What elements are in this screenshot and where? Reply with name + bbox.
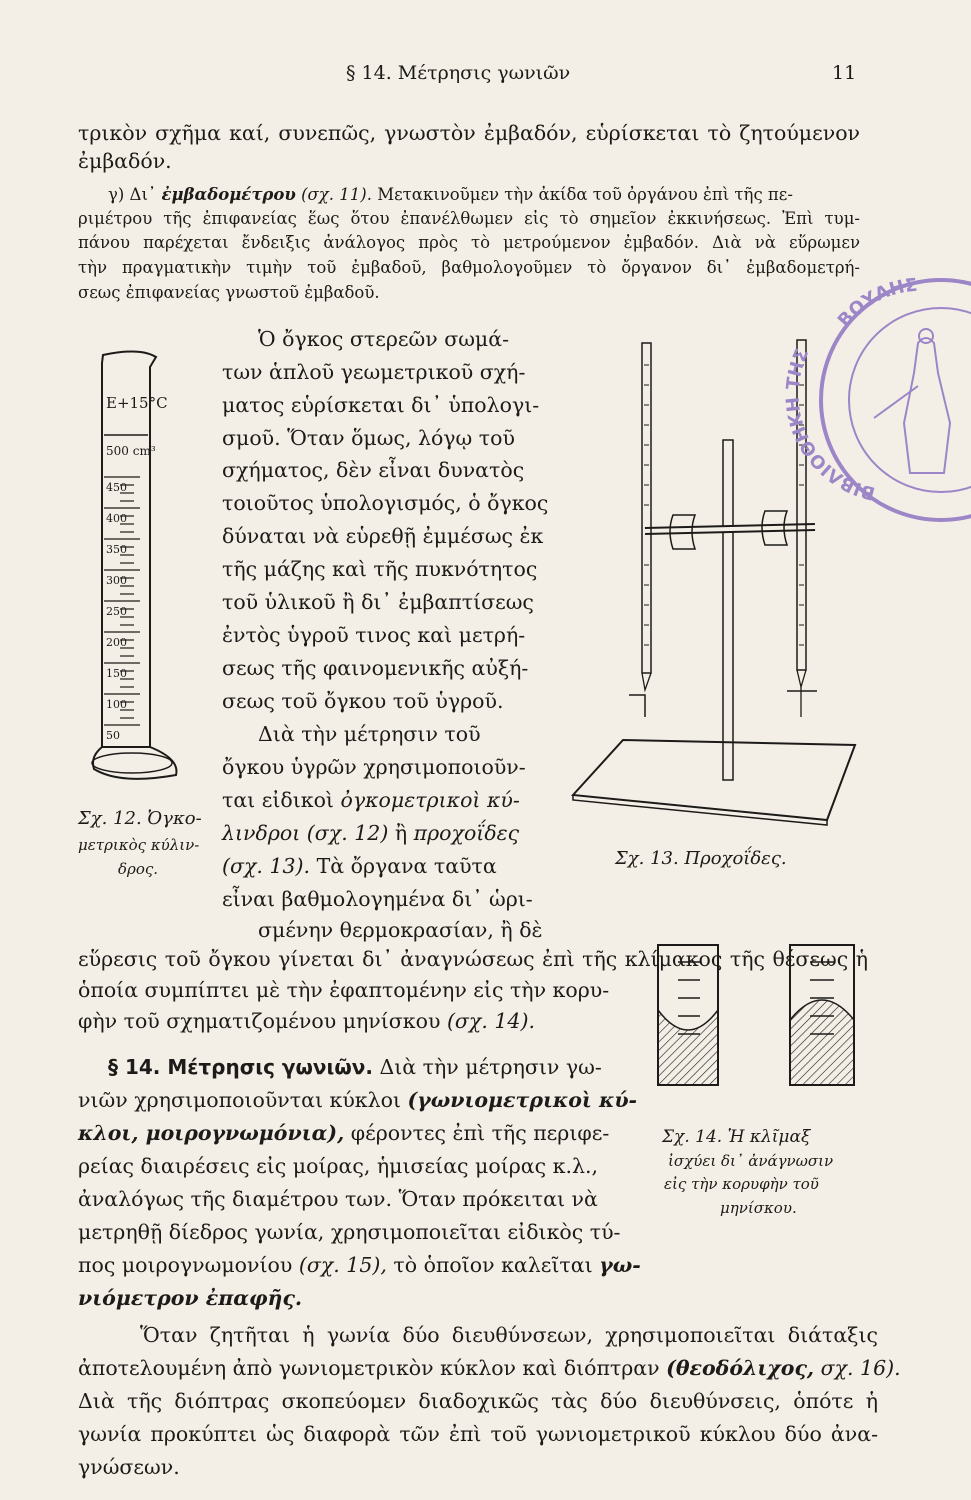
cylinder-temp-label: E+15°C	[106, 394, 168, 412]
text-line: ριμέτρου τῆς ἐπιφανείας ἕως ὅτου ἐπανέλθωμεν εἰς τὸ σημεῖον ἐκκινήσεως. Ἐπὶ τυμ-	[78, 209, 860, 228]
text-line: τῆς μάζης καὶ τῆς πυκνότητος	[222, 557, 538, 581]
text-line: σεως ἐπιφανείας γνωστοῦ ἐμβαδοῦ.	[78, 283, 380, 302]
text-line: ἀποτελουμένη ἀπὸ γωνιομετρικὸν κύκλον καὶ διόπτραν (θεοδόλιχος, σχ. 16).	[78, 1356, 901, 1380]
text-line: νιόμετρον ἐπαφῆς.	[78, 1286, 303, 1310]
text-line: τοῦ ὑλικοῦ ἢ δι᾿ ἐμβαπτίσεως	[222, 590, 534, 614]
page-number: 11	[832, 62, 857, 84]
figure-12-caption-line: δρος.	[118, 860, 159, 878]
text-line: ται εἰδικοὶ ὀγκομετρικοὶ κύ-	[222, 788, 520, 812]
text-line: Διὰ τῆς διόπτρας σκοπεύομεν διαδοχικῶς τὰς δύο διευθύνσεις, ὁπότε ἡ	[78, 1389, 878, 1413]
figure-14-caption-line: εἰς τὴν κορυφὴν τοῦ	[664, 1175, 819, 1193]
text-line: κλοι, μοιρογνωμόνια), φέροντες ἐπὶ τῆς περιφε-	[78, 1121, 610, 1145]
figure-14-caption-line: Σχ. 14. Ἡ κλῖμαξ	[662, 1127, 811, 1147]
text-line: φὴν τοῦ σχηματιζομένου μηνίσκου (σχ. 14).	[78, 1009, 535, 1033]
section-heading: § 14. Μέτρησις γωνιῶν.	[108, 1055, 373, 1079]
figure-graduated-cylinder	[80, 345, 190, 805]
text-line: σχήματος, δὲν εἶναι δυνατὸς	[222, 458, 525, 482]
text-line: Ὅταν ζητῆται ἡ γωνία δύο διευθύνσεων, χρησιμοποιεῖται διάταξις	[140, 1323, 878, 1347]
text-line: των ἁπλοῦ γεωμετρικοῦ σχή-	[222, 360, 526, 384]
scale-label: 250	[106, 605, 127, 618]
text-line: σεως τοῦ ὄγκου τοῦ ὑγροῦ.	[222, 689, 504, 713]
text-line: Ὁ ὄγκος στερεῶν σωμά-	[258, 327, 510, 351]
section-heading-line: § 14. Μέτρησις γωνιῶν. Διὰ τὴν μέτρησιν γω-	[108, 1055, 602, 1079]
scale-label: 450	[106, 481, 127, 494]
svg-text:ΒΟΥΛΗΣ	[834, 275, 919, 332]
text-line: (σχ. 13). Τὰ ὄργανα ταῦτα	[222, 854, 497, 878]
text-line: δύναται νὰ εὑρεθῇ ἐμμέσως ἐκ	[222, 524, 544, 548]
stamp-text-left: ΒΙΒΛΙΟΘΗΚΗ ΤΗΣ	[782, 345, 878, 504]
text-line: τρικὸν σχῆμα καί, συνεπῶς, γνωστὸν ἐμβαδόν, εὑρίσκεται τὸ ζητούμενον	[78, 121, 860, 145]
figure-14-caption-line: ἰσχύει δι᾿ ἀνάγνωσιν	[668, 1152, 834, 1170]
text-line: μετρηθῇ δίεδρος γωνία, χρησιμοποιεῖται εἰδικὸς τύ-	[78, 1220, 621, 1244]
text-line: εὕρεσις τοῦ ὄγκου γίνεται δι᾿ ἀναγνώσεως ἐπὶ τῆς κλίμακος τῆς θέσεως ἡ	[78, 947, 868, 971]
text-line: ὄγκου ὑγρῶν χρησιμοποιοῦν-	[222, 755, 526, 779]
scale-label: 100	[106, 698, 127, 711]
text-line: ἐμβαδόν.	[78, 149, 172, 173]
text-line: γ) Δι᾿ ἐμβαδομέτρου (σχ. 11). Μετακινοῦμεν τὴν ἀκίδα τοῦ ὀργάνου ἐπὶ τῆς πε-	[108, 185, 793, 204]
text-line: γωνία προκύπτει ὡς διαφορὰ τῶν ἐπὶ τοῦ γωνιομετρικοῦ κύκλου δύο ἀνα-	[78, 1422, 878, 1446]
text-line: σμένην θερμοκρασίαν, ἢ δὲ	[258, 918, 543, 942]
text-line: ἐντὸς ὑγροῦ τινος καὶ μετρή-	[222, 623, 526, 647]
text-line: Διὰ τὴν μέτρησιν τοῦ	[258, 722, 481, 746]
text-line: σμοῦ. Ὅταν ὅμως, λόγῳ τοῦ	[222, 426, 515, 450]
scale-label: 400	[106, 512, 127, 525]
text-line: πος μοιρογνωμονίου (σχ. 15), τὸ ὁποῖον καλεῖται γω-	[78, 1253, 641, 1277]
text-line: τοιοῦτος ὑπολογισμός, ὁ ὄγκος	[222, 491, 549, 515]
stamp-text-top: ΒΟΥΛΗΣ	[833, 274, 919, 332]
figure-13-caption: Σχ. 13. Προχοΐδες.	[615, 848, 787, 869]
figure-12-caption-line: μετρικὸς κύλιν-	[78, 836, 200, 854]
text-line: ρείας διαιρέσεις εἰς μοίρας, ἡμισείας μοίρας κ.λ.,	[78, 1154, 598, 1178]
figure-12-caption-line: Σχ. 12. Ὀγκο-	[78, 808, 202, 829]
scale-label: 150	[106, 667, 127, 680]
text-line: πάνου παρέχεται ἔνδειξις ἀνάλογος πρὸς τὸ μετρούμενον ἐμβαδόν. Διὰ νὰ εὕρωμεν	[78, 233, 860, 252]
page-header	[0, 62, 971, 92]
text-line: ματος εὑρίσκεται δι᾿ ὑπολογι-	[222, 393, 540, 417]
text-line: εἶναι βαθμολογημένα δι᾿ ὡρι-	[222, 887, 533, 911]
running-title: § 14. Μέτρησις γωνιῶν	[346, 62, 571, 84]
cylinder-volume-label: 500 cm³	[106, 444, 156, 458]
text-line: σεως τῆς φαινομενικῆς αὐξή-	[222, 656, 529, 680]
scale-label: 200	[106, 636, 127, 649]
text-line: τὴν πραγματικὴν τιμὴν τοῦ ἐμβαδοῦ, βαθμολογοῦμεν τὸ ὄργανον δι᾿ ἐμβαδομετρή-	[78, 258, 860, 277]
scale-label: 300	[106, 574, 127, 587]
library-stamp	[782, 268, 971, 508]
scale-label: 50	[106, 729, 120, 742]
figure-14-caption-line: μηνίσκου.	[720, 1199, 797, 1217]
text-line: νιῶν χρησιμοποιοῦνται κύκλοι (γωνιομετρικοὶ κύ-	[78, 1088, 638, 1112]
text-line: λινδροι (σχ. 12) ἢ προχοΐδες	[222, 821, 520, 845]
figure-meniscus	[650, 940, 870, 1090]
text-line: γνώσεων.	[78, 1455, 180, 1479]
text-line: ἀναλόγως τῆς διαμέτρου των. Ὅταν πρόκειται νὰ	[78, 1187, 598, 1211]
text-line: ὁποία συμπίπτει μὲ τὴν ἐφαπτομένην εἰς τὴν κορυ-	[78, 978, 610, 1002]
scale-label: 350	[106, 543, 127, 556]
